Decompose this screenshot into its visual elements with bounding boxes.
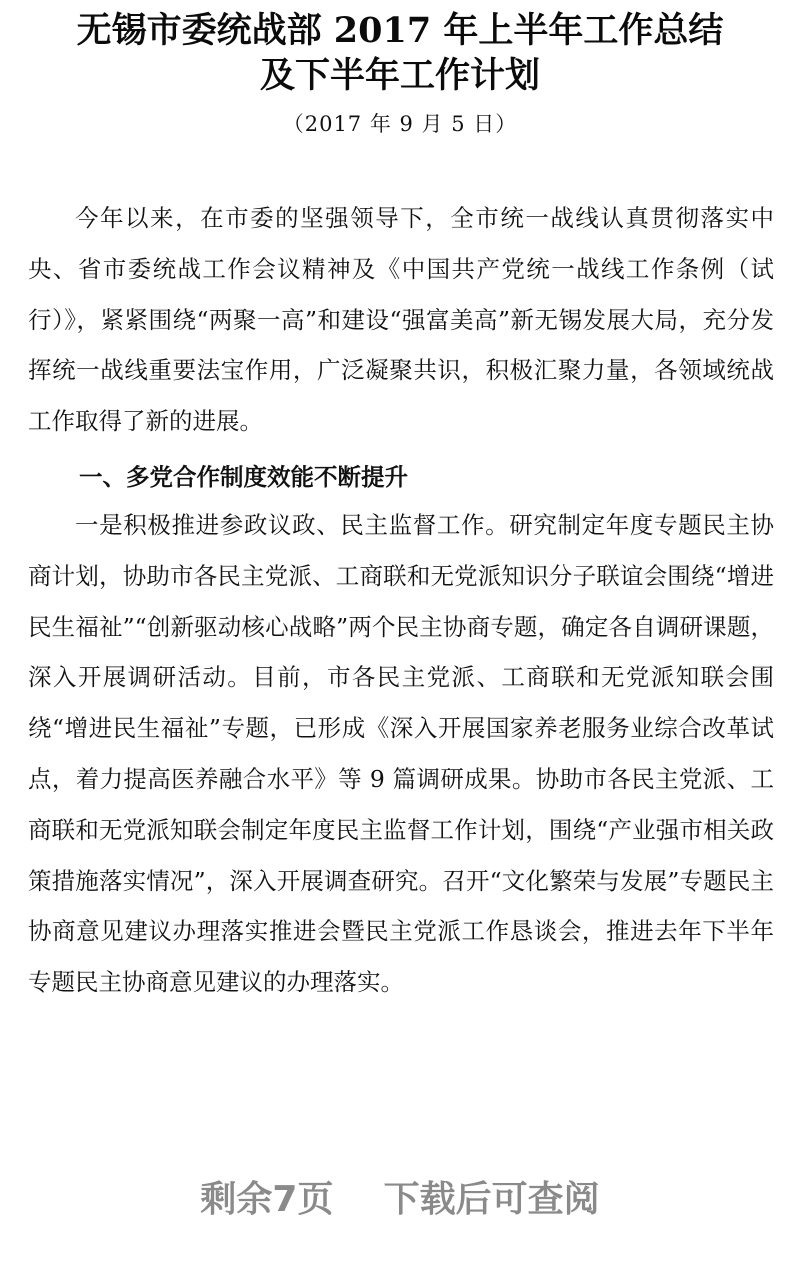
remaining-pages-notice[interactable]: 剩余7页 下载后可查阅 <box>200 1179 600 1220</box>
document-title-line-1: 无锡市委统战部 2017 年上半年工作总结 <box>76 10 724 51</box>
section-paragraph: 一是积极推进参政议政、民主监督工作。研究制定年度专题民主协商计划，协助市各民主党派、工商联和无党派知识分子联谊会围绕“增进民生福祉”“创新驱动核心战略”两个民主协商专题，确定各自调研课题，深入开展调研活动。目前，市各民主党派、工商联和无党派知联会围绕“增进民生福祉”专题，已形成《深入开展国家养老服务业综合改革试点，着力提高医养融合水平》等 9 篇调研成果。协助市各民主党派、工商联和无党派知联会制定年度民主监督工作计划，围绕“产业强市相关政策措施落实情况”，深入开展调查研究。召开“文化繁荣与发展”专题民主协商意见建议办理落实推进会暨民主党派工作恳谈会，推进去年下半年专题民主协商意见建议的办理落实。 <box>28 511 774 997</box>
document-date: （2017 年 9 月 5 日） <box>282 112 518 136</box>
intro-paragraph: 今年以来，在市委的坚强领导下，全市统一战线认真贯彻落实中央、省市委统战工作会议精神及《中国共产党统一战线工作条例（试行）》，紧紧围绕“两聚一高”和建设“强富美高”新无锡发展大局，充分发挥统一战线重要法宝作用，广泛凝聚共识，积极汇聚力量，各领域统战工作取得了新的进展。 <box>28 204 774 436</box>
section-heading: 一、多党合作制度效能不断提升 <box>79 463 408 491</box>
document-title-line-2: 及下半年工作计划 <box>259 55 540 96</box>
